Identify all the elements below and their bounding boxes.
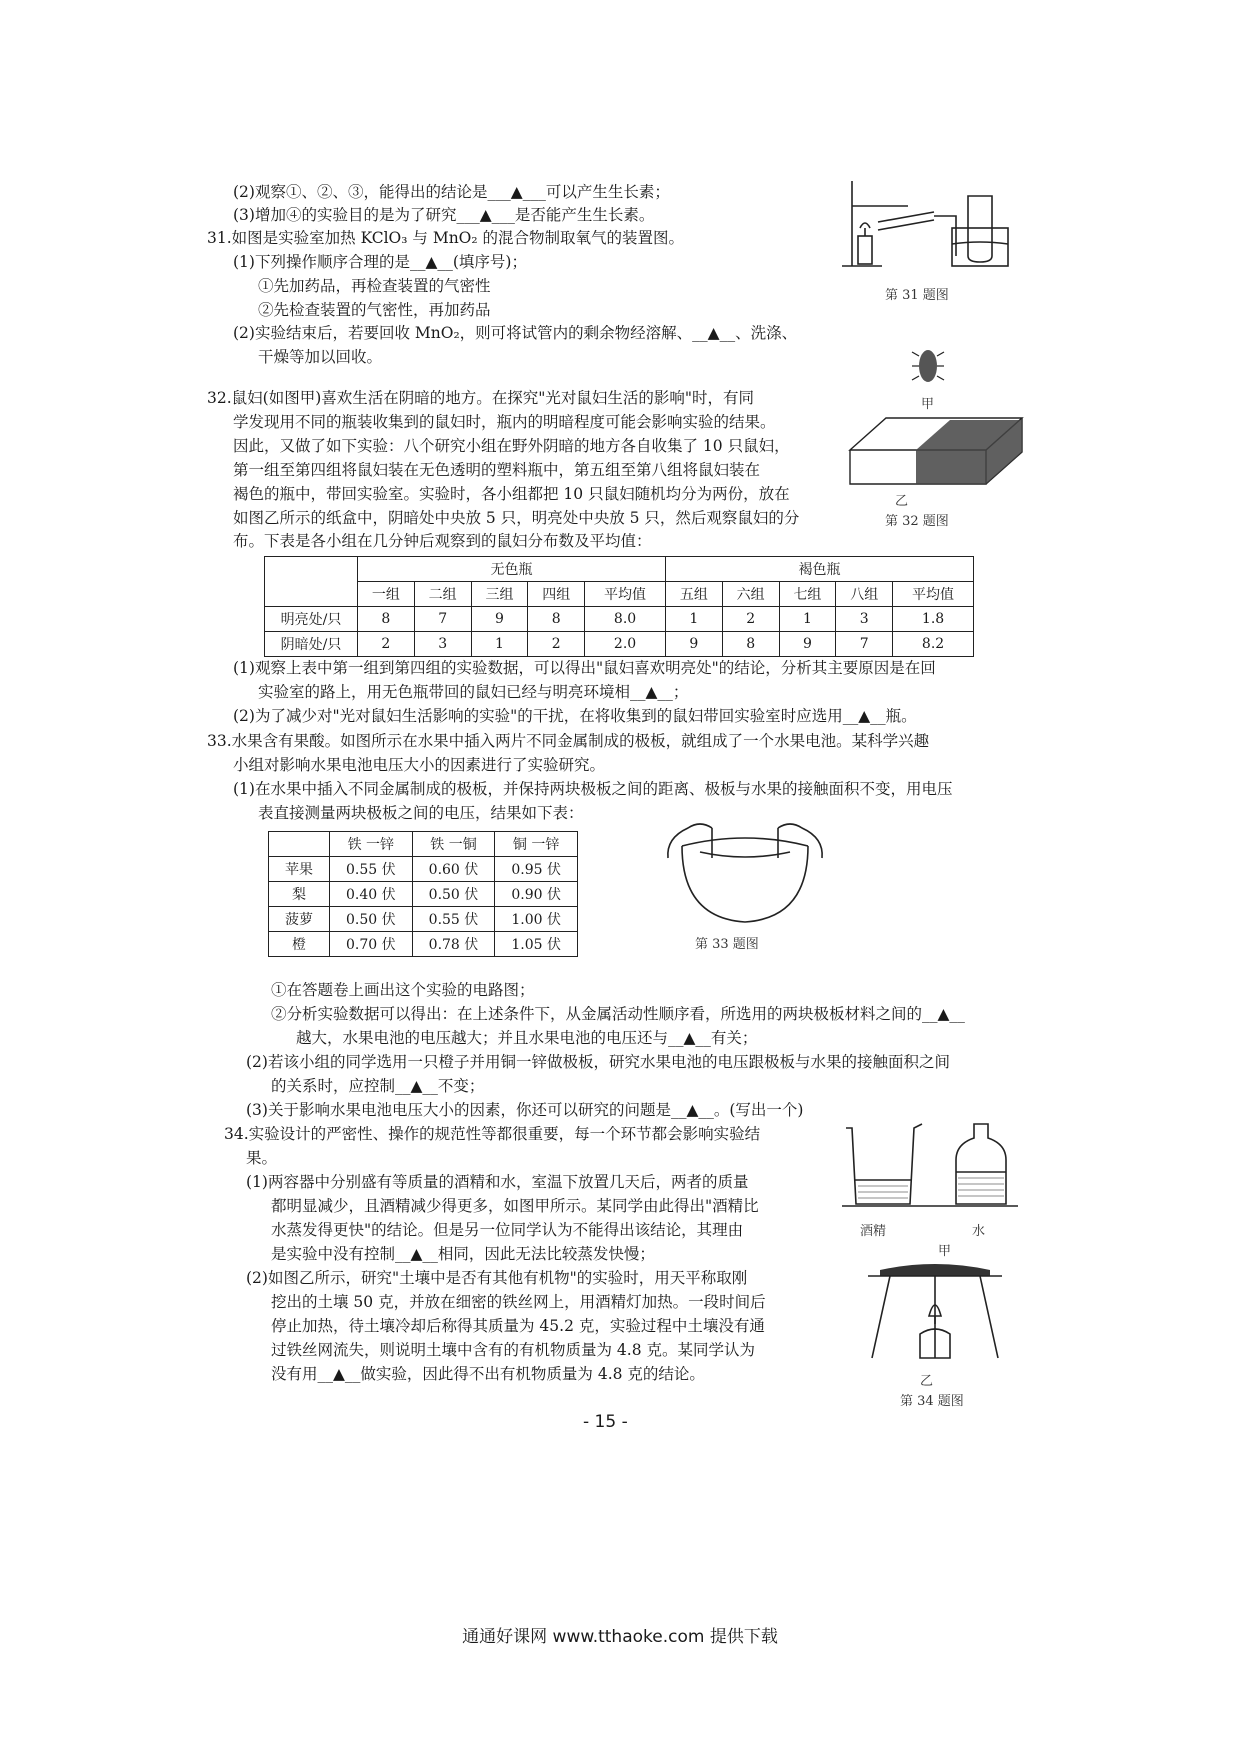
- table-row: [269, 932, 578, 957]
- q31-line-2: (1)下列操作顺序合理的是__▲__(填序号)；: [233, 253, 527, 271]
- table-cell: 1: [471, 632, 528, 657]
- table-cell: 0.55 伏: [330, 857, 413, 882]
- row-label: 橙: [269, 932, 330, 957]
- q32-figure-yi-label: 乙: [895, 494, 909, 509]
- table-cell: 2.0: [585, 632, 666, 657]
- fruit-battery-figure: [660, 818, 830, 928]
- group-colorless-header: 无色瓶: [358, 557, 666, 582]
- q32-line-4: 第一组至第四组将鼠妇装在无色透明的塑料瓶中，第五组至第八组将鼠妇装在: [233, 461, 761, 479]
- q32-figure-jia-label: 甲: [921, 397, 935, 412]
- q31-line-3: ①先加药品，再检查装置的气密性: [258, 277, 491, 295]
- table-cell: 2: [722, 607, 779, 632]
- table-cell: 2: [358, 632, 415, 657]
- q33-sub2-a: (2)若该小组的同学选用一只橙子并用铜一锌做极板，研究水果电池的电压跟极板与水果的接触面积之间: [246, 1053, 950, 1071]
- page-number: - 15 -: [583, 1412, 628, 1432]
- table-cell: 8: [358, 607, 415, 632]
- q32-sub2: (2)为了减少对"光对鼠妇生活影响的实验"的干扰，在将收集到的鼠妇带回实验室时应选用__▲__瓶。: [233, 707, 917, 725]
- q34-p1-d: 是实验中没有控制__▲__相同，因此无法比较蒸发快慢；: [271, 1245, 655, 1263]
- q31-figure-caption: 第 31 题图: [885, 288, 949, 303]
- soil-heating-figure: [860, 1258, 1010, 1368]
- q32-line-5: 褐色的瓶中，带回实验室。实验时，各小组都把 10 只鼠妇随机均分为两份，放在: [233, 485, 790, 503]
- q34-p1-b: 都明显减少，且酒精减少得更多，如图甲所示。某同学由此得出"酒精比: [271, 1197, 759, 1215]
- table-cell: 7: [836, 632, 893, 657]
- table-row: [269, 907, 578, 932]
- table-cell: 1.8: [893, 607, 974, 632]
- row-label: 明亮处/只: [265, 607, 358, 632]
- q34-figure-yi-label: 乙: [920, 1374, 934, 1389]
- q31-line-5: (2)实验结束后，若要回收 MnO₂，则可将试管内的剩余物经溶解、__▲__、洗涤、: [233, 324, 798, 342]
- q33-line-4: 表直接测量两块极板之间的电压，结果如下表：: [258, 804, 584, 822]
- q34-p2-a: (2)如图乙所示，研究"土壤中是否有其他有机物"的实验时，用天平称取刚: [246, 1269, 748, 1287]
- table-cell: 0.50 伏: [330, 907, 413, 932]
- table-cell: 8.0: [585, 607, 666, 632]
- row-label: 苹果: [269, 857, 330, 882]
- q34-figure-jia-label: 甲: [938, 1244, 952, 1259]
- q34-p2-c: 停止加热，待土壤冷却后称得其质量为 45.2 克，实验过程中土壤没有通: [271, 1317, 765, 1335]
- q32-sub1-line-b: 实验室的路上，用无色瓶带回的鼠妇已经与明亮环境相__▲__；: [258, 683, 689, 701]
- table-cell: 0.55 伏: [412, 907, 495, 932]
- table-cell: 1.05 伏: [495, 932, 578, 957]
- column-header: 二组: [414, 582, 471, 607]
- q33-sub3: (3)关于影响水果电池电压大小的因素，你还可以研究的问题是__▲__。(写出一个): [246, 1101, 804, 1119]
- q32-line-3: 因此，又做了如下实验：八个研究小组在野外阴暗的地方各自收集了 10 只鼠妇，: [233, 437, 790, 455]
- evaporation-figure: [842, 1120, 1022, 1220]
- column-header: 三组: [471, 582, 528, 607]
- column-header: 七组: [779, 582, 836, 607]
- q31-line-6: 干燥等加以回收。: [258, 348, 383, 366]
- q32-line-7: 布。下表是各小组在几分钟后观察到的鼠妇分布数及平均值：: [233, 532, 652, 550]
- q34-p2-d: 过铁丝网流失，则说明土壤中含有的有机物质量为 4.8 克。某同学认为: [271, 1341, 756, 1359]
- q34-p2-e: 没有用__▲__做实验，因此得不出有机物质量为 4.8 克的结论。: [271, 1365, 705, 1383]
- q34-line-1: 34.实验设计的严密性、操作的规范性等都很重要，每一个环节都会影响实验结: [224, 1125, 761, 1143]
- column-header: 五组: [665, 582, 722, 607]
- table-cell: 8.2: [893, 632, 974, 657]
- q34-p1-a: (1)两容器中分别盛有等质量的酒精和水，室温下放置几天后，两者的质量: [246, 1173, 749, 1191]
- q33-line-1: 33.水果含有果酸。如图所示在水果中插入两片不同金属制成的极板，就组成了一个水果电池。某科学兴趣: [207, 732, 930, 750]
- q34-p2-b: 挖出的土壤 50 克，并放在细密的铁丝网上，用酒精灯加热。一段时间后: [271, 1293, 766, 1311]
- table-cell: 0.40 伏: [330, 882, 413, 907]
- alcohol-label: 酒精: [860, 1224, 887, 1239]
- column-header: 八组: [836, 582, 893, 607]
- oxygen-apparatus-figure: [838, 166, 1014, 276]
- table-cell: 7: [414, 607, 471, 632]
- q33-sub2-b: 的关系时，应控制__▲__不变；: [271, 1077, 485, 1095]
- column-header: 铜 一锌: [495, 832, 578, 857]
- column-header: 平均值: [585, 582, 666, 607]
- group-brown-header: 褐色瓶: [665, 557, 973, 582]
- table-cell: 3: [836, 607, 893, 632]
- row-label: 菠萝: [269, 907, 330, 932]
- row-label: 阴暗处/只: [265, 632, 358, 657]
- table-cell: 0.50 伏: [412, 882, 495, 907]
- q32-line-1: 32.鼠妇(如图甲)喜欢生活在阴暗的地方。在探究"光对鼠妇生活的影响"时，有同: [207, 389, 755, 407]
- column-header: 铁 一铜: [412, 832, 495, 857]
- table-cell: 0.78 伏: [412, 932, 495, 957]
- table-cell: 0.60 伏: [412, 857, 495, 882]
- table-cell: 2: [528, 632, 585, 657]
- q33-line-3: (1)在水果中插入不同金属制成的极板，并保持两块极板之间的距离、极板与水果的接触面积不变，用电压: [233, 780, 953, 798]
- table-cell: 8: [528, 607, 585, 632]
- column-header: 四组: [528, 582, 585, 607]
- q30-line-3: (3)增加④的实验目的是为了研究___▲___是否能产生生长素。: [233, 206, 655, 224]
- q31-line-4: ②先检查装置的气密性，再加药品: [258, 301, 491, 319]
- table-corner: [265, 557, 358, 607]
- q32-sub1-line-a: (1)观察上表中第一组到第四组的实验数据，可以得出"鼠妇喜欢明亮处"的结论，分析其主要原因是在回: [233, 659, 936, 677]
- table-cell: 0.70 伏: [330, 932, 413, 957]
- table-cell: 1: [665, 607, 722, 632]
- q32-line-2: 学发现用不同的瓶装收集到的鼠妇时，瓶内的明暗程度可能会影响实验的结果。: [233, 413, 776, 431]
- table-row: [265, 632, 974, 657]
- q34-figure-caption: 第 34 题图: [900, 1394, 964, 1409]
- column-header: 平均值: [893, 582, 974, 607]
- water-label: 水: [972, 1224, 986, 1239]
- table-cell: 3: [414, 632, 471, 657]
- table-row: [265, 607, 974, 632]
- table-row: [269, 882, 578, 907]
- table-cell: 9: [779, 632, 836, 657]
- table-cell: 9: [471, 607, 528, 632]
- woodlouse-distribution-table: [264, 556, 974, 657]
- paper-box-figure: [846, 412, 1026, 492]
- fruit-battery-table: [268, 831, 578, 957]
- table-corner: [269, 832, 330, 857]
- q33-step-2-a: ②分析实验数据可以得出：在上述条件下，从金属活动性顺序看，所选用的两块极板材料之间的__▲__: [271, 1005, 965, 1023]
- column-header: 一组: [358, 582, 415, 607]
- column-header: 六组: [722, 582, 779, 607]
- q31-line-1: 31.如图是实验室加热 KClO₃ 与 MnO₂ 的混合物制取氧气的装置图。: [207, 229, 685, 247]
- q34-p1-c: 水蒸发得更快"的结论。但是另一位同学认为不能得出该结论，其理由: [271, 1221, 744, 1239]
- table-cell: 8: [722, 632, 779, 657]
- table-cell: 0.90 伏: [495, 882, 578, 907]
- footer-download-credit: 通通好课网 www.tthaoke.com 提供下载: [462, 1627, 778, 1647]
- q33-step-2-b: 越大，水果电池的电压越大；并且水果电池的电压还与__▲__有关；: [296, 1029, 758, 1047]
- table-cell: 0.95 伏: [495, 857, 578, 882]
- table-cell: 9: [665, 632, 722, 657]
- q33-step-1: ①在答题卷上画出这个实验的电路图；: [271, 981, 535, 999]
- table-cell: 1.00 伏: [495, 907, 578, 932]
- column-header: 铁 一锌: [330, 832, 413, 857]
- q33-line-2: 小组对影响水果电池电压大小的因素进行了实验研究。: [233, 756, 606, 774]
- q33-figure-caption: 第 33 题图: [695, 937, 759, 952]
- row-label: 梨: [269, 882, 330, 907]
- q30-line-2: (2)观察①、②、③，能得出的结论是___▲___可以产生生长素；: [233, 183, 670, 201]
- q32-figure-caption: 第 32 题图: [885, 514, 949, 529]
- woodlouse-figure: [910, 346, 946, 388]
- table-cell: 1: [779, 607, 836, 632]
- q32-line-6: 如图乙所示的纸盒中，阴暗处中央放 5 只，明亮处中央放 5 只，然后观察鼠妇的分: [233, 509, 800, 527]
- q34-line-2: 果。: [246, 1149, 278, 1167]
- table-row: [269, 857, 578, 882]
